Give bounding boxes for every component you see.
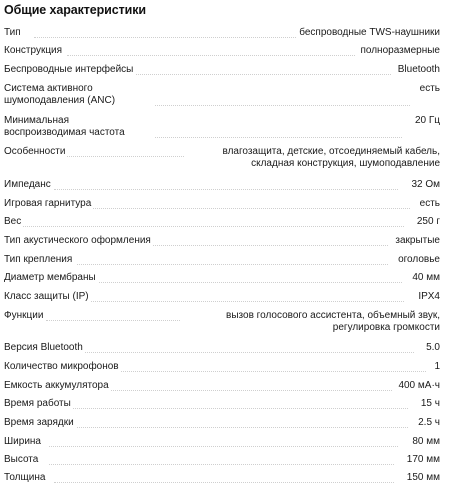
dotted-leader xyxy=(92,207,410,209)
spec-row xyxy=(4,115,440,139)
spec-name-text: Количество микрофонов xyxy=(4,361,119,372)
spec-name-text: Версия Bluetooth xyxy=(4,342,83,353)
spec-value: 32 Ом xyxy=(408,179,440,191)
dotted-leader xyxy=(147,244,388,246)
spec-name-text: Функции xyxy=(4,310,44,321)
spec-row xyxy=(4,417,440,429)
spec-name-text: Вес xyxy=(4,216,22,227)
dotted-leader xyxy=(22,225,404,227)
spec-row xyxy=(4,272,440,284)
spec-row xyxy=(4,361,440,373)
dotted-leader xyxy=(54,188,398,190)
dotted-leader xyxy=(49,463,394,465)
dotted-leader xyxy=(125,73,391,75)
spec-row xyxy=(4,254,440,266)
dotted-leader xyxy=(71,407,408,409)
spec-name-text: Время зарядки xyxy=(4,417,74,428)
spec-value: IPX4 xyxy=(415,291,440,303)
dotted-leader xyxy=(94,281,402,283)
dotted-leader xyxy=(77,263,388,265)
spec-row xyxy=(4,198,440,210)
spec-name-text: Тип xyxy=(4,27,21,38)
spec-name-text: Тип акустического оформления xyxy=(4,235,151,246)
spec-value: 15 ч xyxy=(418,398,440,410)
spec-name-text: Тип крепления xyxy=(4,254,73,265)
spec-name-text: Класс защиты (IP) xyxy=(4,291,89,302)
spec-value: 150 мм xyxy=(404,472,440,484)
spec-name-text: Конструкция xyxy=(4,45,63,56)
dotted-leader xyxy=(86,300,404,302)
spec-name-text: Минимальная воспроизводимая частота xyxy=(4,115,154,139)
spec-name-text: Ширина xyxy=(4,436,41,447)
dotted-leader xyxy=(107,389,392,391)
spec-row xyxy=(4,64,440,76)
spec-row xyxy=(4,398,440,410)
spec-name-text: Толщина xyxy=(4,472,46,483)
dotted-leader xyxy=(34,36,310,38)
spec-value: 1 xyxy=(431,361,440,373)
spec-value: полноразмерные xyxy=(357,45,440,57)
spec-name-text: Время работы xyxy=(4,398,71,409)
dotted-leader xyxy=(49,445,398,447)
dotted-leader xyxy=(46,319,180,321)
spec-value: влагозащита, детские, отсоединяемый кабель, складная конструкция, шумоподавление xyxy=(185,146,440,170)
spec-name xyxy=(4,235,154,247)
spec-value: есть xyxy=(417,83,440,95)
spec-name-text: Диаметр мембраны xyxy=(4,272,96,283)
spec-value: 20 Гц xyxy=(412,115,440,127)
spec-row xyxy=(4,342,440,354)
spec-row xyxy=(4,472,440,484)
spec-row xyxy=(4,27,440,39)
spec-name-text: Емкость аккумулятора xyxy=(4,380,109,391)
spec-row xyxy=(4,216,440,228)
spec-value: есть xyxy=(417,198,440,210)
spec-value: 250 г xyxy=(414,216,440,228)
section-title: Общие характеристики xyxy=(4,3,146,17)
spec-name-text: Высота xyxy=(4,454,39,465)
spec-value: 170 мм xyxy=(404,454,440,466)
spec-name-text: Особенности xyxy=(4,146,66,157)
spec-row xyxy=(4,310,440,334)
spec-row xyxy=(4,291,440,303)
spec-row xyxy=(4,45,440,57)
spec-value: 400 мА·ч xyxy=(395,380,440,392)
spec-name xyxy=(4,115,154,139)
spec-value: Bluetooth xyxy=(395,64,440,76)
spec-value: вызов голосового ассистента, объемный звук, регулировка громкости xyxy=(185,310,440,334)
dotted-leader xyxy=(64,155,190,157)
spec-name-text: Беспроводные интерфейсы xyxy=(4,64,134,75)
spec-row xyxy=(4,436,440,448)
spec-name-text: Игровая гарнитура xyxy=(4,198,92,209)
spec-row xyxy=(4,235,440,247)
spec-value: оголовье xyxy=(395,254,440,266)
spec-value: 5.0 xyxy=(423,342,440,354)
spec-name xyxy=(4,64,154,76)
spec-row xyxy=(4,83,440,107)
spec-value: беспроводные TWS-наушники xyxy=(296,27,440,39)
spec-row xyxy=(4,454,440,466)
spec-row xyxy=(4,380,440,392)
spec-value: закрытые xyxy=(392,235,440,247)
spec-name-text: Импеданс xyxy=(4,179,51,190)
spec-name xyxy=(4,83,154,107)
spec-row xyxy=(4,146,440,170)
dotted-leader xyxy=(84,351,414,353)
spec-value: 2.5 ч xyxy=(415,417,440,429)
spec-value: 40 мм xyxy=(409,272,440,284)
dotted-leader xyxy=(67,54,355,56)
dotted-leader xyxy=(77,426,408,428)
spec-row xyxy=(4,179,440,191)
spec-name-text: Система активного шумоподавления (ANC) xyxy=(4,83,154,107)
spec-value: 80 мм xyxy=(409,436,440,448)
dotted-leader xyxy=(116,370,426,372)
